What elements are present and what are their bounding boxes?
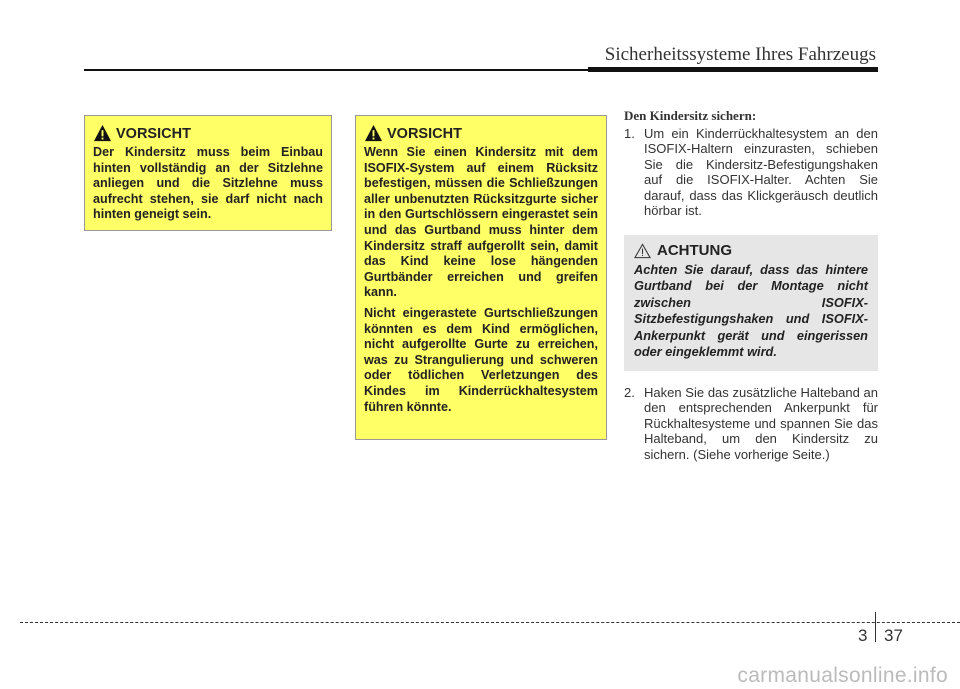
warning-triangle-icon: [364, 124, 383, 143]
notice-triangle-icon: [634, 243, 651, 259]
footer-rule: [20, 622, 960, 623]
page-header-title: Sicherheitssysteme Ihres Fahrzeugs: [604, 44, 876, 65]
instruction-step-2: [624, 385, 878, 463]
caution-paragraph-1: Wenn Sie einen Kindersitz mit dem ISOFIX-System auf einem Rücksitz befestigen, müssen die Schließzungen aller unbenutzten Rücksitzgurte sicher in den Gurtschlössern eingerastet sein und das Gurtband muss hinter dem Kindersitz straff aufgerollt sein, damit das Kind keine lose hängenden Gurtbänder erreichen und greifen kann.: [364, 145, 598, 300]
caution-title: VORSICHT: [387, 125, 462, 142]
step-text: Haken Sie das zusätzliche Halteband an den entsprechenden Ankerpunkt für Rückhaltesysteme und spannen Sie das Halteband, um den Kindersitz zu sichern. (Siehe vorherige Seite.): [644, 384, 878, 462]
warning-triangle-icon: [93, 124, 112, 143]
step-number: 1.: [624, 125, 635, 141]
instruction-step-1: [624, 126, 878, 219]
caution-title: VORSICHT: [116, 125, 191, 142]
caution-box-middle: [355, 115, 607, 440]
watermark: carmanualsonline.info: [737, 664, 948, 687]
header-rule-accent: [588, 67, 878, 72]
achtung-notice-box: [624, 235, 878, 371]
achtung-title: ACHTUNG: [657, 241, 732, 259]
step-number: 2.: [624, 384, 635, 400]
section-heading: Den Kindersitz sichern:: [624, 108, 757, 123]
caution-box-left: [84, 115, 332, 231]
step-text: Um ein Kinderrückhaltesystem an den ISOFIX-Haltern einzurasten, schieben Sie die Kindersitz-Befestigungshaken auf die ISOFIX-Halter. Achten Sie darauf, dass das Klickgeräusch deutlich hörbar ist.: [644, 125, 878, 218]
page-number-divider: [875, 612, 876, 642]
chapter-number: 3: [858, 626, 868, 645]
caution-header: [85, 116, 331, 143]
achtung-text: Achten Sie darauf, dass das hintere Gurtband bei der Montage nicht zwischen ISOFIX-Sitzbefestigungshaken und ISOFIX-Ankerpunkt gerät und eingerissen oder eingeklemmt wird.: [634, 261, 868, 359]
caution-paragraph-2: Nicht eingerastete Gurtschließzungen könnten es dem Kind ermöglichen, nicht aufgerollte Gurte zu erreichen, was zu Strangulierung und schweren oder tödlichen Verletzungen des Kindes im Kinderrückhaltesystem führen könnte.: [364, 305, 598, 414]
caution-text: Der Kindersitz muss beim Einbau hinten vollständig an der Sitzlehne anliegen und die Sitzlehne muss aufrecht stehen, sie darf nicht nach hinten geneigt sein.: [93, 145, 323, 222]
instructions-column: [624, 108, 878, 462]
caution-header: [356, 116, 606, 143]
page-number: 37: [884, 626, 903, 645]
achtung-header: [634, 243, 868, 259]
